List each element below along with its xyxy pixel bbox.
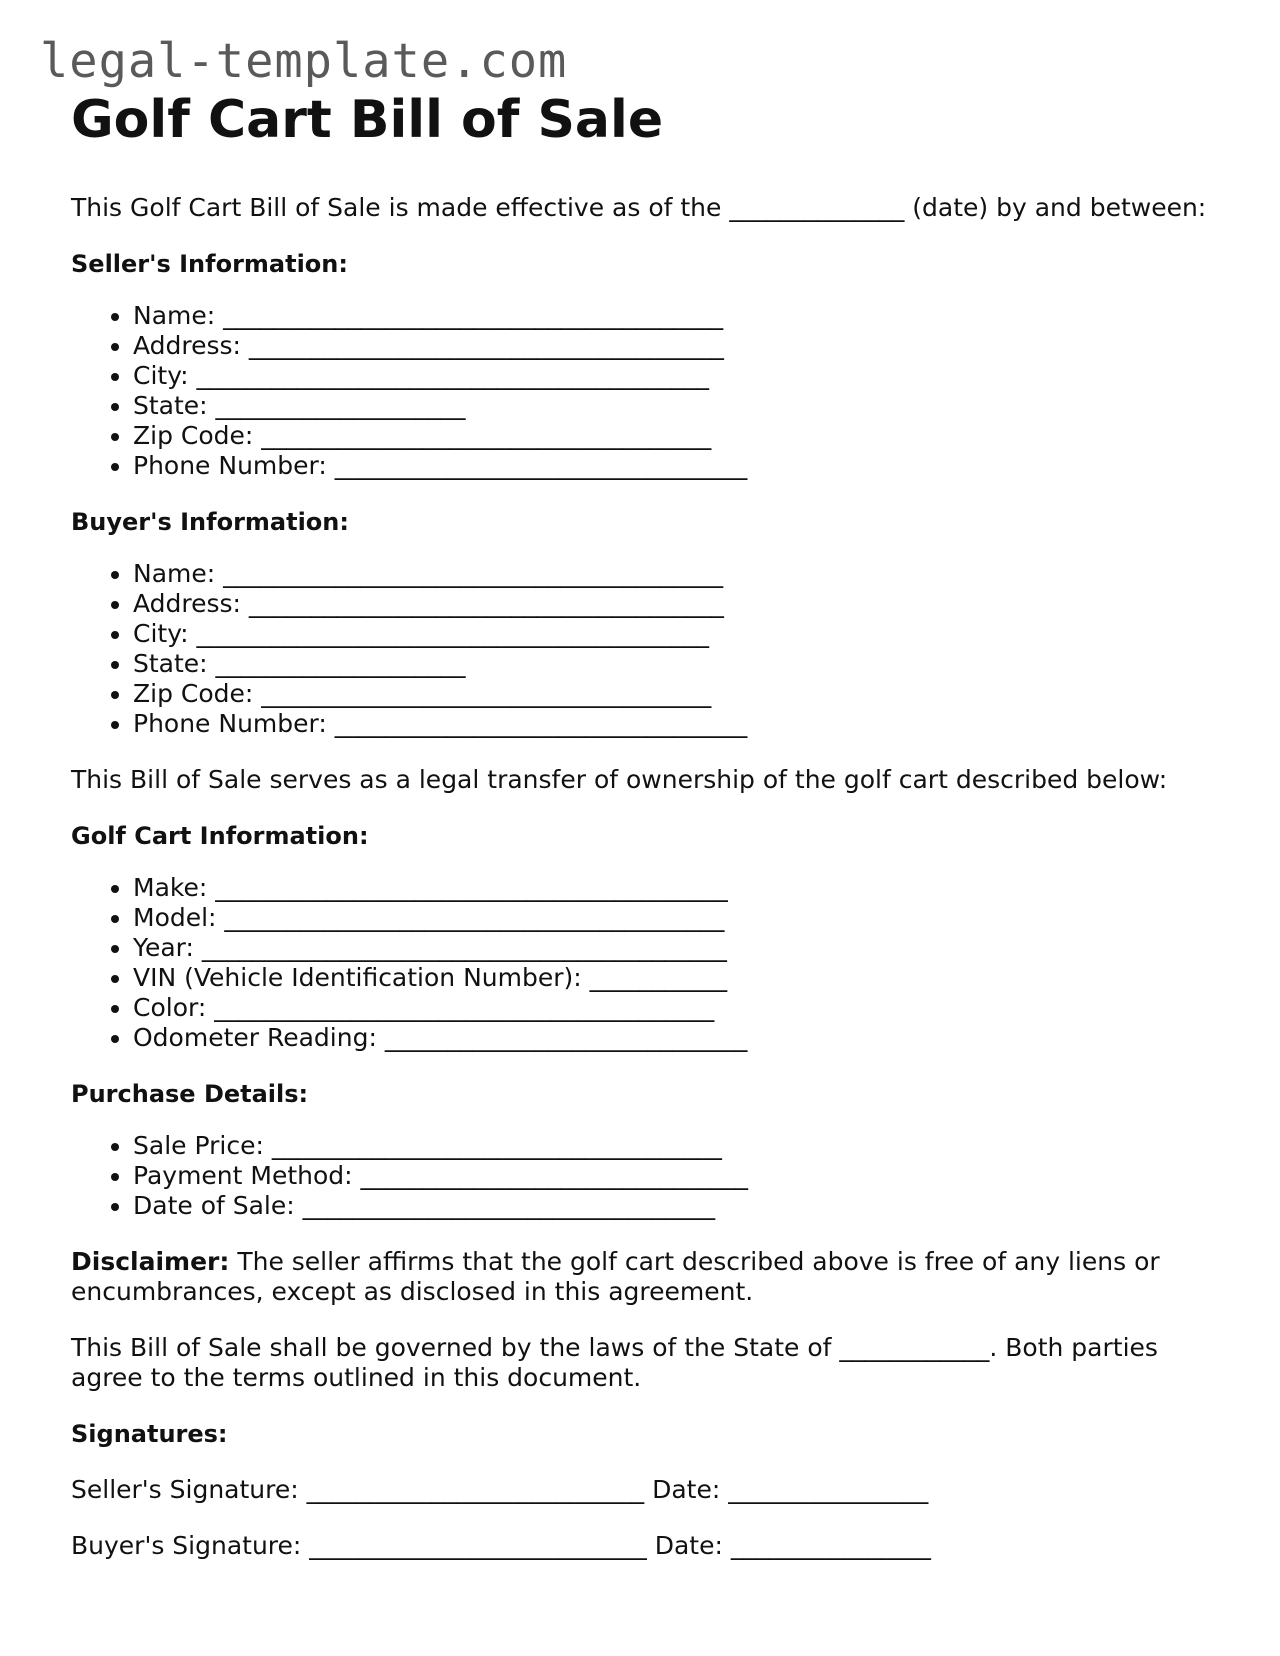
cart-make-field: • Make: _________________________________________ — [133, 873, 1221, 903]
cart-fields-list — [71, 873, 1221, 1053]
cart-vin-field: • VIN (Vehicle Identification Number): ___________ — [133, 963, 1221, 993]
seller-fields-list — [71, 301, 1221, 481]
seller-city-field: • City: _________________________________________ — [133, 361, 1221, 391]
purchase-fields-list — [71, 1131, 1221, 1221]
disclaimer-label: Disclaimer: — [71, 1247, 230, 1277]
buyer-state-field: • State: ____________________ — [133, 649, 1221, 679]
watermark: legal-template.com — [40, 34, 568, 89]
seller-signature-line: Seller's Signature: ___________________________ Date: ________________ — [71, 1475, 929, 1505]
seller-name-field: • Name: ________________________________________ — [133, 301, 1221, 331]
seller-heading: Seller's Information: — [71, 250, 348, 279]
buyer-name-field: • Name: ________________________________________ — [133, 559, 1221, 589]
cart-year-field: • Year: __________________________________________ — [133, 933, 1221, 963]
cart-heading: Golf Cart Information: — [71, 822, 369, 851]
governing-law-paragraph: This Bill of Sale shall be governed by the laws of the State of ____________. Both parties agree to the terms outlined in this document. — [71, 1333, 1158, 1393]
document-title: Golf Cart Bill of Sale — [71, 90, 664, 150]
cart-model-field: • Model: ________________________________________ — [133, 903, 1221, 933]
document-page — [71, 92, 1221, 1561]
buyer-city-field: • City: _________________________________________ — [133, 619, 1221, 649]
seller-state-field: • State: ____________________ — [133, 391, 1221, 421]
disclaimer-text: The seller affirms that the golf cart described above is free of any liens or encumbrances, except as disclosed in this agreement. — [71, 1247, 1160, 1307]
intro-paragraph: This Golf Cart Bill of Sale is made effective as of the ______________ (date) by and between: — [71, 193, 1207, 223]
payment-method-field: • Payment Method: _______________________________ — [133, 1161, 1221, 1191]
seller-phone-field: • Phone Number: _________________________________ — [133, 451, 1221, 481]
buyer-fields-list — [71, 559, 1221, 739]
transfer-paragraph: This Bill of Sale serves as a legal transfer of ownership of the golf cart described below: — [71, 765, 1168, 795]
signatures-heading: Signatures: — [71, 1420, 228, 1449]
seller-address-field: • Address: ______________________________________ — [133, 331, 1221, 361]
cart-odometer-field: • Odometer Reading: _____________________________ — [133, 1023, 1221, 1053]
buyer-heading: Buyer's Information: — [71, 508, 349, 537]
buyer-signature-line: Buyer's Signature: ___________________________ Date: ________________ — [71, 1531, 931, 1561]
disclaimer-paragraph — [71, 1247, 1221, 1307]
date-of-sale-field: • Date of Sale: _________________________________ — [133, 1191, 1221, 1221]
seller-zip-field: • Zip Code: ____________________________________ — [133, 421, 1221, 451]
buyer-phone-field: • Phone Number: _________________________________ — [133, 709, 1221, 739]
buyer-zip-field: • Zip Code: ____________________________________ — [133, 679, 1221, 709]
sale-price-field: • Sale Price: ____________________________________ — [133, 1131, 1221, 1161]
buyer-address-field: • Address: ______________________________________ — [133, 589, 1221, 619]
cart-color-field: • Color: ________________________________________ — [133, 993, 1221, 1023]
purchase-heading: Purchase Details: — [71, 1080, 309, 1109]
